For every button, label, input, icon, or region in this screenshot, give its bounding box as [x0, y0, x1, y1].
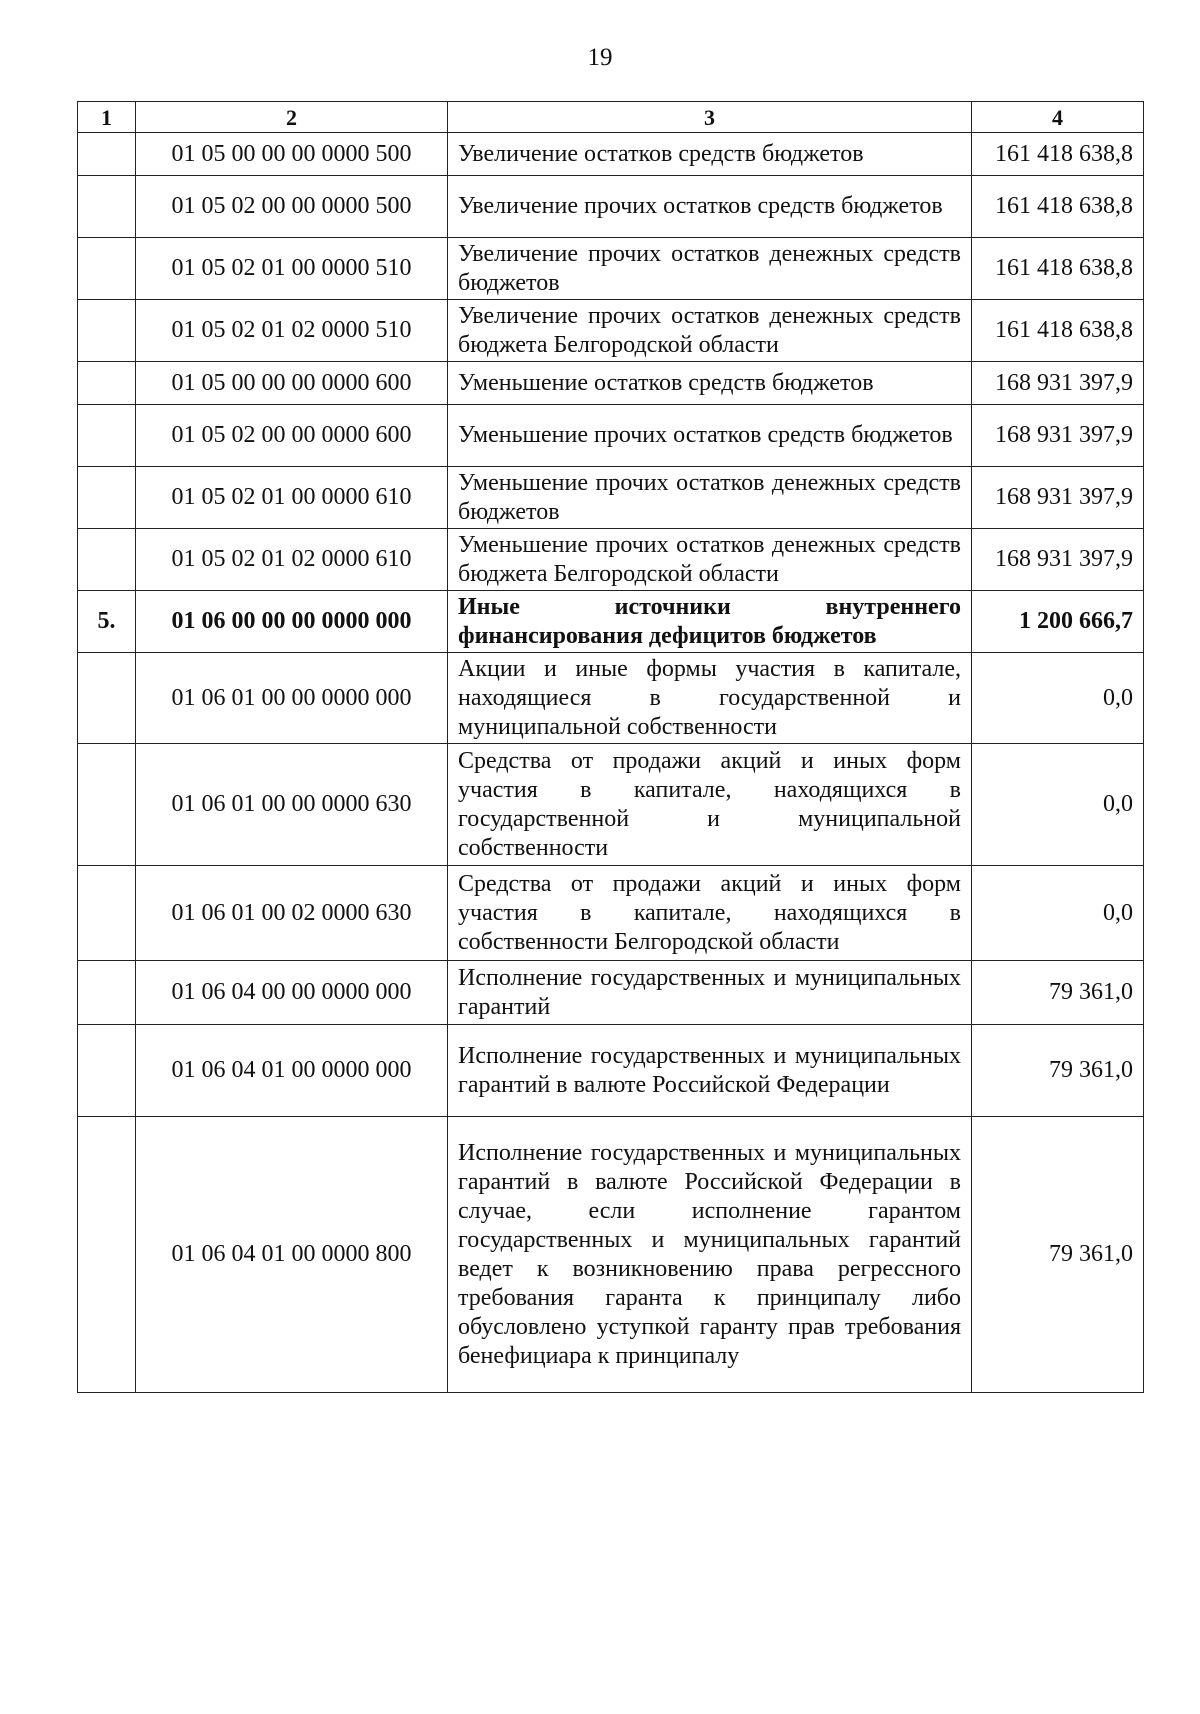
budget-code: 01 05 02 00 00 0000 500	[136, 176, 448, 238]
budget-code: 01 05 00 00 00 0000 500	[136, 133, 448, 176]
row-number	[78, 653, 136, 744]
row-number	[78, 467, 136, 529]
row-description: Уменьшение прочих остатков денежных средств бюджета Белгородской области	[448, 529, 972, 591]
row-number	[78, 866, 136, 961]
table-row	[78, 744, 1144, 866]
header-col-3: 3	[448, 102, 972, 133]
row-number	[78, 238, 136, 300]
table-row	[78, 866, 1144, 961]
row-number	[78, 1117, 136, 1393]
table-row	[78, 238, 1144, 300]
budget-code: 01 05 02 01 00 0000 610	[136, 467, 448, 529]
budget-code: 01 05 02 00 00 0000 600	[136, 405, 448, 467]
row-amount: 1 200 666,7	[972, 591, 1144, 653]
row-description: Уменьшение остатков средств бюджетов	[448, 362, 972, 405]
row-number: 5.	[78, 591, 136, 653]
table-row	[78, 133, 1144, 176]
row-number	[78, 176, 136, 238]
row-amount: 161 418 638,8	[972, 238, 1144, 300]
table-row	[78, 961, 1144, 1025]
row-number	[78, 961, 136, 1025]
budget-sources-table	[77, 101, 1144, 1393]
row-amount: 168 931 397,9	[972, 467, 1144, 529]
row-number	[78, 405, 136, 467]
table-row	[78, 1117, 1144, 1393]
row-number	[78, 529, 136, 591]
budget-code: 01 06 01 00 00 0000 000	[136, 653, 448, 744]
row-amount: 79 361,0	[972, 961, 1144, 1025]
row-description: Уменьшение прочих остатков средств бюджетов	[448, 405, 972, 467]
budget-code: 01 06 04 01 00 0000 000	[136, 1025, 448, 1117]
row-amount: 161 418 638,8	[972, 133, 1144, 176]
table-row	[78, 467, 1144, 529]
row-description: Средства от продажи акций и иных форм участия в капитале, находящихся в собственности Белгородской области	[448, 866, 972, 961]
row-amount: 0,0	[972, 744, 1144, 866]
row-description: Акции и иные формы участия в капитале, находящиеся в государственной и муниципальной собственности	[448, 653, 972, 744]
table-header-row	[78, 102, 1144, 133]
row-amount: 79 361,0	[972, 1025, 1144, 1117]
row-amount: 168 931 397,9	[972, 529, 1144, 591]
table-row	[78, 176, 1144, 238]
row-amount: 161 418 638,8	[972, 300, 1144, 362]
row-amount: 79 361,0	[972, 1117, 1144, 1393]
budget-code: 01 06 01 00 02 0000 630	[136, 866, 448, 961]
row-number	[78, 362, 136, 405]
row-description: Исполнение государственных и муниципальных гарантий в валюте Российской Федерации в случае, если исполнение гарантом государственных и муниципальных гарантий ведет к возникновению права регрессного требования гаранта к принципалу либо обусловлено уступкой гаранту прав требования бенефициара к принципалу	[448, 1117, 972, 1393]
budget-code: 01 05 02 01 02 0000 510	[136, 300, 448, 362]
budget-code: 01 06 04 00 00 0000 000	[136, 961, 448, 1025]
row-amount: 168 931 397,9	[972, 362, 1144, 405]
row-description: Увеличение прочих остатков средств бюджетов	[448, 176, 972, 238]
header-col-4: 4	[972, 102, 1144, 133]
table-row	[78, 405, 1144, 467]
budget-code: 01 05 00 00 00 0000 600	[136, 362, 448, 405]
budget-code: 01 06 00 00 00 0000 000	[136, 591, 448, 653]
row-amount: 0,0	[972, 866, 1144, 961]
budget-code: 01 05 02 01 02 0000 610	[136, 529, 448, 591]
table-row	[78, 300, 1144, 362]
budget-code: 01 06 04 01 00 0000 800	[136, 1117, 448, 1393]
budget-code: 01 06 01 00 00 0000 630	[136, 744, 448, 866]
row-amount: 0,0	[972, 653, 1144, 744]
table-row-section-total	[78, 591, 1144, 653]
row-amount: 161 418 638,8	[972, 176, 1144, 238]
budget-code: 01 05 02 01 00 0000 510	[136, 238, 448, 300]
table-row	[78, 653, 1144, 744]
table-row	[78, 1025, 1144, 1117]
row-number	[78, 133, 136, 176]
row-description: Увеличение прочих остатков денежных средств бюджета Белгородской области	[448, 300, 972, 362]
row-amount: 168 931 397,9	[972, 405, 1144, 467]
header-col-2: 2	[136, 102, 448, 133]
row-number	[78, 300, 136, 362]
row-number	[78, 1025, 136, 1117]
table-row	[78, 362, 1144, 405]
row-description: Исполнение государственных и муниципальных гарантий	[448, 961, 972, 1025]
header-col-1: 1	[78, 102, 136, 133]
row-description: Иные источники внутреннего финансирования дефицитов бюджетов	[448, 591, 972, 653]
row-description: Увеличение остатков средств бюджетов	[448, 133, 972, 176]
row-description: Исполнение государственных и муниципальных гарантий в валюте Российской Федерации	[448, 1025, 972, 1117]
row-description: Средства от продажи акций и иных форм участия в капитале, находящихся в государственной и муниципальной собственности	[448, 744, 972, 866]
page-number: 19	[587, 44, 613, 71]
row-description: Увеличение прочих остатков денежных средств бюджетов	[448, 238, 972, 300]
table-row	[78, 529, 1144, 591]
row-description: Уменьшение прочих остатков денежных средств бюджетов	[448, 467, 972, 529]
row-number	[78, 744, 136, 866]
